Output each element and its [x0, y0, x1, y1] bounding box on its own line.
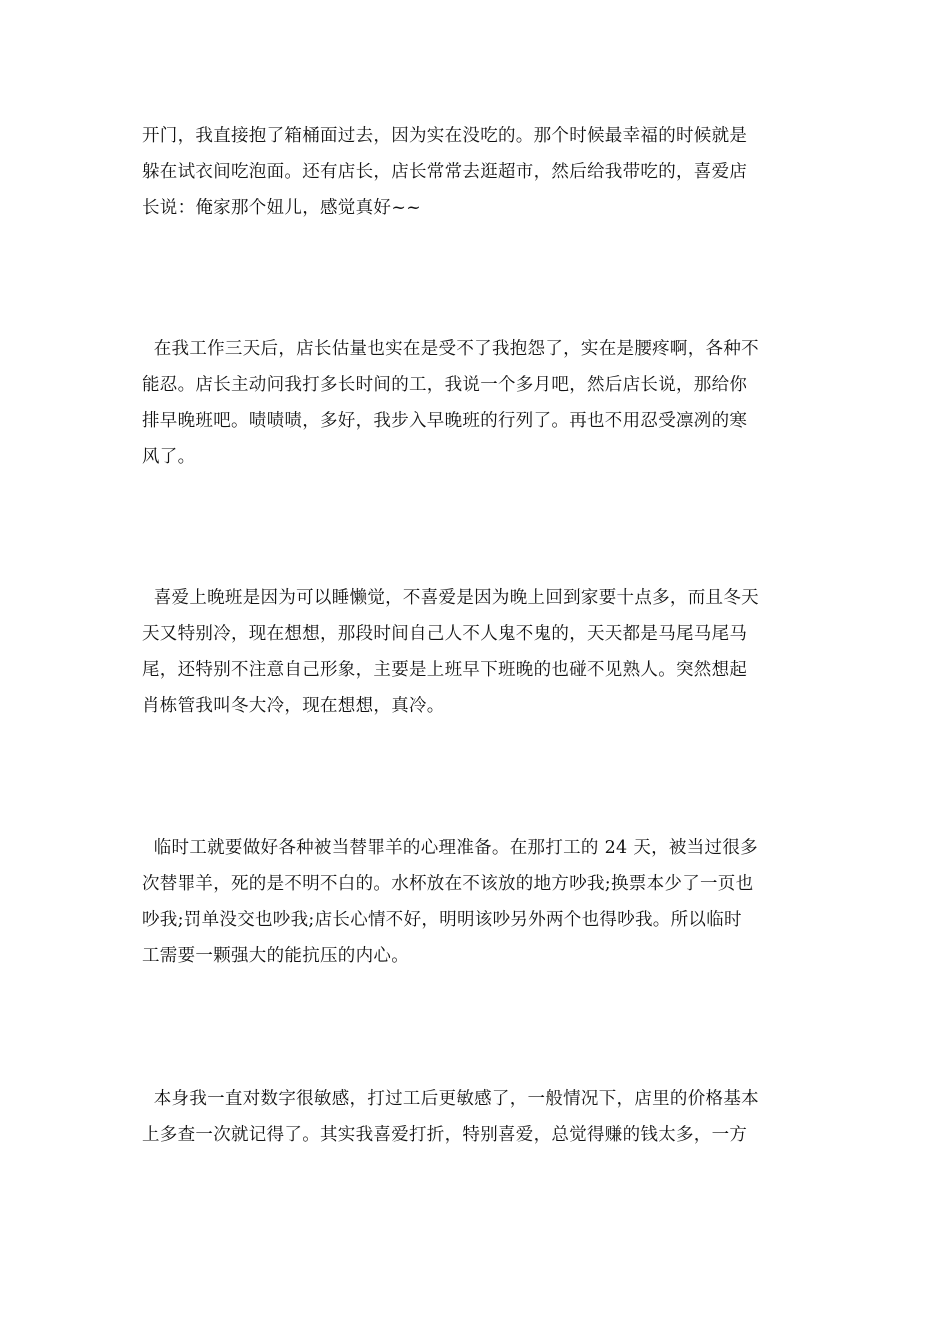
text-line: 上多查一次就记得了。其实我喜爱打折，特别喜爱，总觉得赚的钱太多，一方	[142, 1125, 748, 1145]
text-line: 吵我;罚单没交也吵我;店长心情不好，明明该吵另外两个也得吵我。所以临时	[142, 910, 742, 930]
text-line: 肖栋管我叫冬大冷，现在想想，真冷。	[142, 696, 445, 716]
text-line: 风了。	[142, 447, 196, 467]
text-line: 天又特别冷，现在想想，那段时间自己人不人鬼不鬼的，天天都是马尾马尾马	[142, 624, 748, 644]
paragraph-2	[142, 331, 810, 475]
text-line: 工需要一颗强大的能抗压的内心。	[142, 946, 409, 966]
text-line: 在我工作三天后，店长估量也实在是受不了我抱怨了，实在是腰疼啊，各种不	[142, 339, 759, 359]
paragraph-4	[142, 830, 810, 974]
text-line: 临时工就要做好各种被当替罪羊的心理准备。在那打工的 24 天，被当过很多	[142, 838, 758, 858]
paragraph-3	[142, 580, 810, 724]
text-line: 躲在试衣间吃泡面。还有店长，店长常常去逛超市，然后给我带吃的，喜爱店	[142, 162, 748, 182]
text-line: 长说：俺家那个妞儿，感觉真好~~	[142, 198, 422, 218]
text-line: 本身我一直对数字很敏感，打过工后更敏感了，一般情况下，店里的价格基本	[142, 1089, 759, 1109]
text-line: 尾，还特别不注意自己形象，主要是上班早下班晚的也碰不见熟人。突然想起	[142, 660, 748, 680]
text-line: 排早晚班吧。啧啧啧，多好，我步入早晚班的行列了。再也不用忍受凛冽的寒	[142, 411, 748, 431]
paragraph-5	[142, 1081, 810, 1153]
text-line: 喜爱上晚班是因为可以睡懒觉，不喜爱是因为晚上回到家要十点多，而且冬天	[142, 588, 759, 608]
text-line: 次替罪羊，死的是不明不白的。水杯放在不该放的地方吵我;换票本少了一页也	[142, 874, 754, 894]
text-line: 能忍。店长主动问我打多长时间的工，我说一个多月吧，然后店长说，那给你	[142, 375, 748, 395]
paragraph-1	[142, 118, 810, 226]
text-line: 开门，我直接抱了箱桶面过去，因为实在没吃的。那个时候最幸福的时候就是	[142, 126, 748, 146]
